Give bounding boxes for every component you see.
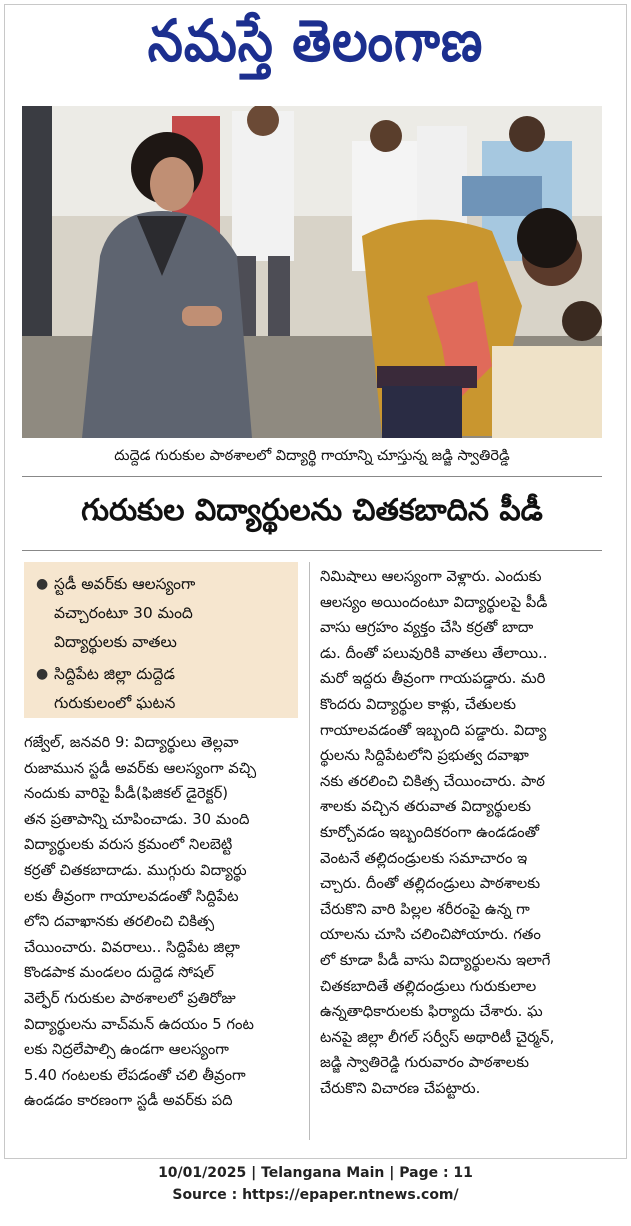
masthead-title: నమస్తే తెలంగాణ	[147, 7, 484, 74]
article-line: ఉండడం కారణంగా స్టడీ అవర్‌కు పది	[24, 1092, 233, 1110]
article-line: ఉన్నతాధికారులకు ఫిర్యాదు చేశారు. ఘ	[320, 1003, 543, 1021]
article-line: గజ్వేల్, జనవరి 9: విద్యార్థులు తెల్లవా	[24, 734, 239, 751]
article-line: తన ప్రతాపాన్ని చూపించాడు. 30 మంది	[24, 810, 250, 828]
article-line: కొండపాక మండలం దుద్దెడ సోషల్	[24, 964, 214, 982]
article-line: నిమిషాలు ఆలస్యంగా వెళ్లారు. ఎందుకు	[320, 568, 542, 585]
highlight-line: విద్యార్థులకు వాతలు	[54, 633, 177, 651]
article-line: రుజామున స్టడీ అవర్‌కు ఆలస్యంగా వచ్చి	[24, 759, 257, 777]
highlight-item	[34, 570, 288, 657]
article-line: కర్రతో చితకబాదాడు. ముగ్గురు విద్యార్థు	[24, 861, 247, 879]
divider-line	[22, 550, 602, 551]
article-line: 5.40 గంటలకు లేపడంతో చలి తీవ్రంగా	[24, 1066, 246, 1084]
article-line: కొందరు విద్యార్థుల కాళ్లు, చేతులకు	[320, 695, 516, 713]
article-line: లకు నిద్రలేపాల్సి ఉండగా ఆలస్యంగా	[24, 1041, 229, 1059]
article-line: ర్థులను సిద్దిపేటలోని ప్రభుత్వ దవాఖా	[320, 747, 529, 765]
article-line: శాలకు వచ్చిన తరువాత విద్యార్థులకు	[320, 798, 532, 816]
article-line: వెంటనే తల్లిదండ్రులకు సమాచారం ఇ	[320, 849, 528, 867]
article-line: లోని దవాఖానకు తరలించి చికిత్స	[24, 913, 215, 931]
article-line: నకు తరలించి చికిత్స చేయించారు. పాఠ	[320, 772, 545, 790]
highlights-box	[24, 562, 298, 718]
news-photo	[22, 106, 602, 438]
article-line: నందుకు వారిపై పీడీ(ఫిజికల్ డైరెక్టర్)	[24, 785, 229, 803]
highlight-line: గురుకులంలో ఘటన	[54, 694, 176, 712]
article-line: యాలను చూసి చలించిపోయారు. గతం	[320, 926, 541, 944]
bullet-icon: ●	[36, 666, 49, 682]
highlight-line: సిద్దిపేట జిల్లా దుద్దెడ	[54, 665, 175, 683]
article-line: జడ్జి స్వాతిరెడ్డి గురువారం పాఠశాలకు	[320, 1054, 530, 1072]
divider-line	[22, 476, 602, 477]
article-line: లో కూడా పీడీ వాసు విద్యార్థులను ఇలాగే	[320, 951, 551, 969]
highlight-item	[34, 660, 288, 718]
article-line: చేయించారు. వివరాలు.. సిద్దిపేట జిల్లా	[24, 938, 240, 956]
article-line: చితకబాదితే తల్లిదండ్రులు గురుకులాల	[320, 977, 537, 995]
article-line: విద్యార్థులను వాచ్‌మన్ ఉదయం 5 గంట	[24, 1015, 254, 1033]
article-line: టనపై జిల్లా లీగల్ సర్వీస్ అథారిటీ చైర్మన్,	[320, 1028, 555, 1046]
article-line: లకు తీవ్రంగా గాయాలవడంతో సిద్దిపేట	[24, 887, 239, 905]
footer-date-line: 10/01/2025 | Telangana Main | Page : 11	[158, 1165, 473, 1181]
article-line: ఆలస్యం అయిందంటూ విద్యార్థులపై పీడీ	[320, 593, 548, 611]
article-line: చేరుకొని వారి పిల్లల శరీరంపై ఉన్న గా	[320, 900, 530, 918]
article-column-left	[24, 730, 298, 1114]
newspaper-masthead	[0, 8, 631, 88]
highlight-line: వచ్చారంటూ 30 మంది	[54, 604, 193, 622]
article-line: చేరుకొని విచారణ చేపట్టారు.	[320, 1079, 481, 1097]
article-line: డు. దీంతో పలువురికి వాతలు తేలాయి..	[320, 644, 548, 662]
bullet-icon: ●	[36, 576, 49, 592]
article-column-right	[320, 564, 608, 1101]
article-line: మరో ఇద్దరు తీవ్రంగా గాయపడ్డారు. మరి	[320, 670, 546, 688]
highlight-line: స్టడీ అవర్‌కు ఆలస్యంగా	[54, 575, 196, 593]
article-line: చ్చారు. దీంతో తల్లిదండ్రులు పాఠశాలకు	[320, 875, 541, 893]
photo-caption: దుద్దెడ గురుకుల పాఠశాలలో విద్యార్థి గాయాన్ని చూస్తున్న జడ్జి స్వాతిరెడ్డి	[114, 448, 510, 464]
article-line: కూర్చోవడం ఇబ్బందికరంగా ఉండడంతో	[320, 823, 540, 841]
article-line: విద్యార్థులకు వరుస క్రమంలో నిలబెట్టి	[24, 836, 233, 854]
news-photo-illustration	[22, 106, 602, 438]
article-line: వెల్ఫేర్ గురుకుల పాఠశాలలో ప్రతిరోజు	[24, 989, 236, 1007]
article-headline: గురుకుల విద్యార్థులను చితకబాదిన పీడీ	[81, 493, 543, 528]
highlights-list	[34, 570, 288, 718]
article-line: గాయాలవడంతో ఇబ్బంది పడ్డారు. విద్యా	[320, 721, 547, 739]
column-divider	[309, 562, 310, 1140]
page-footer	[0, 1162, 631, 1206]
footer-source-line: Source : https://epaper.ntnews.com/	[172, 1187, 459, 1203]
article-line: వాసు ఆగ్రహం వ్యక్తం చేసి కర్రతో బాదా	[320, 619, 534, 637]
